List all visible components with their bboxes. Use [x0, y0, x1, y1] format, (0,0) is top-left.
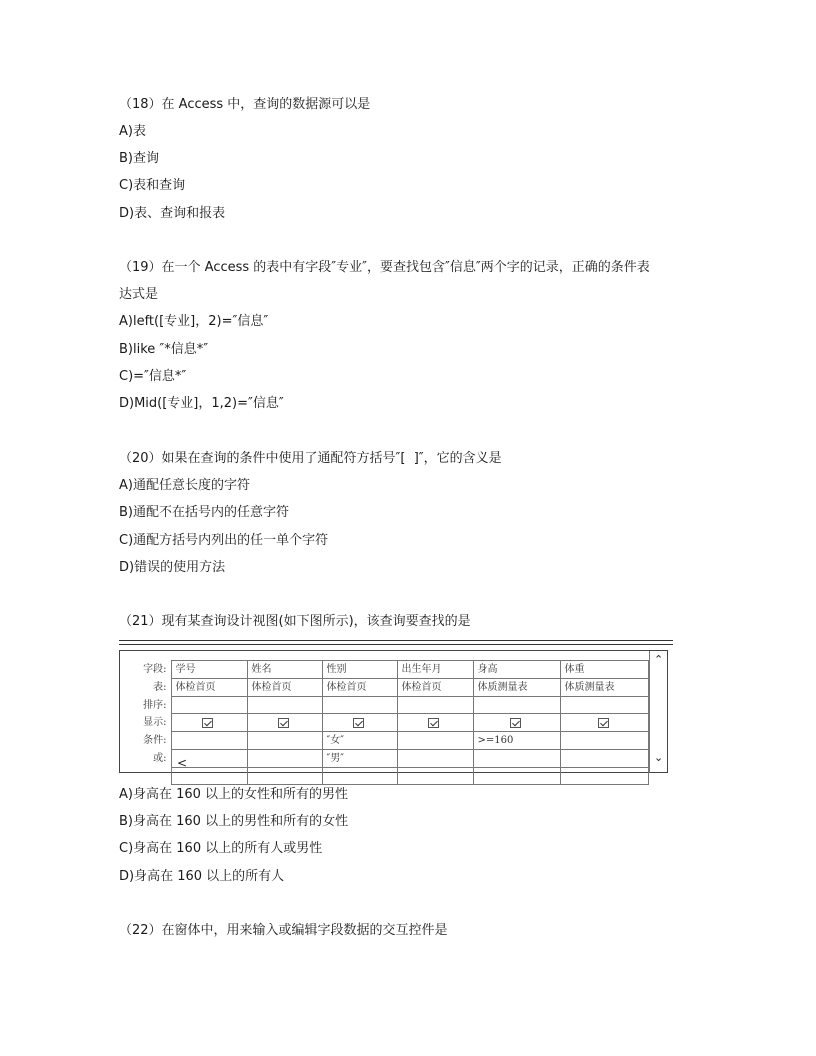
grid-cell[interactable]: [397, 768, 473, 785]
q21-option-a: A)身高在 160 以上的女性和所有的男性: [119, 787, 349, 802]
q21-option-d: D)身高在 160 以上的所有人: [119, 869, 285, 884]
grid-cell[interactable]: [171, 768, 247, 785]
grid-row-criteria: [119, 732, 648, 750]
q18-option-d: D)表、查询和报表: [119, 206, 226, 221]
show-checkbox[interactable]: [598, 718, 609, 728]
grid-cell: [397, 714, 473, 732]
show-checkbox[interactable]: [202, 718, 213, 728]
grid-cell: [171, 714, 247, 732]
grid-cell[interactable]: [473, 768, 560, 785]
figure-top-rule: [119, 640, 673, 641]
grid-cell[interactable]: [473, 750, 560, 768]
row-label-criteria: 条件:: [143, 735, 167, 746]
grid-cell[interactable]: [397, 750, 473, 768]
grid-cell[interactable]: 体质测量表: [473, 679, 560, 697]
question-22-stem: （22）在窗体中，用来输入或编辑字段数据的交互控件是: [119, 923, 448, 938]
show-checkbox[interactable]: [278, 718, 289, 728]
grid-cell[interactable]: [473, 697, 560, 714]
query-design-grid: [119, 660, 649, 785]
grid-cell[interactable]: [247, 768, 322, 785]
q21-option-c: C)身高在 160 以上的所有人或男性: [119, 841, 323, 856]
grid-cell[interactable]: 体质测量表: [560, 679, 648, 697]
grid-cell[interactable]: [322, 697, 397, 714]
grid-cell[interactable]: [171, 732, 247, 750]
grid-row-field: [119, 661, 648, 679]
show-checkbox[interactable]: [428, 718, 439, 728]
grid-cell[interactable]: 体检首页: [397, 679, 473, 697]
grid-row-table: [119, 679, 648, 697]
row-label-empty: [119, 768, 171, 785]
question-18-stem: （18）在 Access 中，查询的数据源可以是: [119, 97, 371, 112]
grid-cell[interactable]: ″女″: [322, 732, 397, 750]
vertical-scrollbar[interactable]: [649, 651, 668, 772]
q19-option-b: B)like ″*信息*″: [119, 342, 209, 357]
grid-cell[interactable]: [560, 732, 648, 750]
scroll-left-arrow-icon[interactable]: <: [177, 756, 188, 770]
grid-cell[interactable]: 体重: [560, 661, 648, 679]
grid-cell[interactable]: 体检首页: [322, 679, 397, 697]
grid-cell[interactable]: [560, 697, 648, 714]
grid-cell[interactable]: 出生年月: [397, 661, 473, 679]
q19-option-d: D)Mid([专业]，1,2)=″信息″: [119, 396, 284, 411]
show-checkbox[interactable]: [510, 718, 521, 728]
grid-cell[interactable]: 姓名: [247, 661, 322, 679]
figure-top-rule-2: [119, 644, 673, 645]
q19-option-a: A)left([专业]，2)=″信息″: [119, 314, 269, 329]
row-label-or: 或:: [153, 753, 167, 764]
grid-cell[interactable]: [247, 750, 322, 768]
q18-option-a: A)表: [119, 124, 146, 139]
grid-cell[interactable]: [560, 768, 648, 785]
q20-option-c: C)通配方括号内列出的任一单个字符: [119, 533, 329, 548]
q20-option-b: B)通配不在括号内的任意字符: [119, 505, 289, 520]
q21-option-b: B)身高在 160 以上的男性和所有的女性: [119, 814, 349, 829]
grid-cell: [322, 714, 397, 732]
grid-cell[interactable]: [397, 697, 473, 714]
grid-cell: [473, 714, 560, 732]
grid-cell[interactable]: 身高: [473, 661, 560, 679]
question-19-stem-line1: （19）在一个 Access 的表中有字段″专业″，要查找包含″信息″两个字的记录，正确的条件表: [119, 260, 650, 275]
grid-cell[interactable]: [171, 697, 247, 714]
row-label-table: 表:: [153, 682, 167, 693]
q19-option-c: C)=″信息*″: [119, 369, 187, 384]
grid-cell[interactable]: [560, 750, 648, 768]
grid-cell[interactable]: 性别: [322, 661, 397, 679]
grid-cell[interactable]: 体检首页: [171, 679, 247, 697]
grid-cell[interactable]: 体检首页: [247, 679, 322, 697]
scroll-up-arrow-icon[interactable]: ⌃: [654, 653, 664, 666]
grid-cell[interactable]: [247, 697, 322, 714]
row-label-sort: 排序:: [143, 699, 167, 711]
row-label-field: 字段:: [143, 664, 167, 675]
grid-cell[interactable]: [322, 768, 397, 785]
scroll-down-arrow-icon[interactable]: ⌄: [654, 751, 664, 764]
q20-option-a: A)通配任意长度的字符: [119, 478, 250, 493]
grid-row-extra: [119, 768, 648, 785]
q18-option-c: C)表和查询: [119, 178, 186, 193]
question-21-stem: （21）现有某查询设计视图(如下图所示)，该查询要查找的是: [119, 614, 471, 629]
grid-row-show: [119, 714, 648, 732]
grid-cell[interactable]: [397, 732, 473, 750]
grid-cell[interactable]: ″男″: [322, 750, 397, 768]
question-19-stem-line2: 达式是: [119, 287, 159, 302]
q18-option-b: B)查询: [119, 151, 159, 166]
row-label-show: 显示:: [143, 717, 167, 728]
grid-row-sort: [119, 697, 648, 714]
grid-row-or: [119, 750, 648, 768]
q20-option-d: D)错误的使用方法: [119, 560, 226, 575]
show-checkbox[interactable]: [353, 718, 364, 728]
grid-cell[interactable]: >=160: [473, 732, 560, 750]
grid-cell: [247, 714, 322, 732]
grid-cell[interactable]: 学号: [171, 661, 247, 679]
query-design-grid-figure: [119, 640, 669, 773]
question-20-stem: （20）如果在查询的条件中使用了通配符方括号″[ ]″，它的含义是: [119, 451, 502, 466]
grid-cell[interactable]: [247, 732, 322, 750]
grid-cell: [560, 714, 648, 732]
